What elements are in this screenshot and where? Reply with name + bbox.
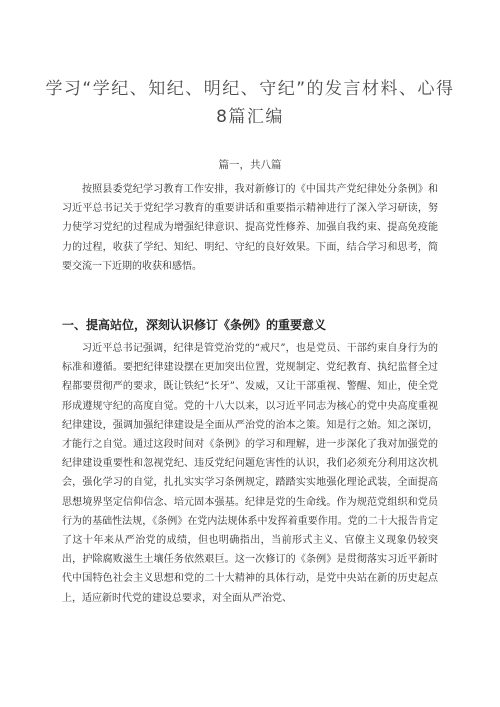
- body-paragraph: 习近平总书记强调，纪律是管党治党的“戒尺”，也是党员、干部约束自身行为的标准和遵循。要把纪律建设摆在更加突出位置，党规制定、党纪教育、执纪监督全过程都要贯彻严的要求，既让铁纪“长牙”、发威，又让干部重视、警醒、知止，使全党形成遵规守纪的高度自觉。党的十八大以来，以习近平同志为核心的党中央高度重视纪律建设，强调加强纪律建设是全面从严治党的治本之策。知是行之始。知之深切，才能行之自觉。通过这段时间对《条例》的学习和理解，进一步深化了我对加强党的纪律建设重要性和忽视党纪、违反党纪问题危害性的认识，我们必须充分利用这次机会，强化学习的自觉，扎扎实实学习条例规定，踏踏实实地强化理论武装，全面提高思想境界坚定信仰信念、培元固本强基。纪律是党的生命线。作为规范党组织和党员行为的基础性法规，《条例》在党内法规体系中发挥着重要作用。党的二十大报告肯定了这十年来从严治党的成绩，但也明确指出，当前形式主义、官僚主义现象仍较突出，护除腐败滋生土壤任务依然艰巨。这一次修订的《条例》是贯彻落实习近平新时代中国特色社会主义思想和党的二十大精神的具体行动，是党中央站在新的历史起点上，适应新时代党的建设总要求，对全面从严治党、: [62, 343, 438, 604]
- intro-paragraph: 按照县委党纪学习教育工作安排，我对新修订的《中国共产党纪律处分条例》和习近平总书记关于党纪学习教育的重要讲话和重要指示精神进行了深入学习研读，努力使学习党纪的过程成为增强纪律意识、提高党性修养、加强自我约束、提高免疫能力的过程，收获了学纪、知纪、明纪、守纪的良好效果。下面，结合学习和思考，简要交流一下近期的收获和感悟。: [62, 184, 438, 272]
- document-subtitle: 篇一，共八篇: [218, 159, 282, 171]
- document-title: 学习“学纪、知纪、明纪、守纪”的发言材料、心得8篇汇编: [45, 79, 455, 128]
- section-heading: 一、提高站位，深刻认识修订《条例》的重要意义: [62, 318, 327, 332]
